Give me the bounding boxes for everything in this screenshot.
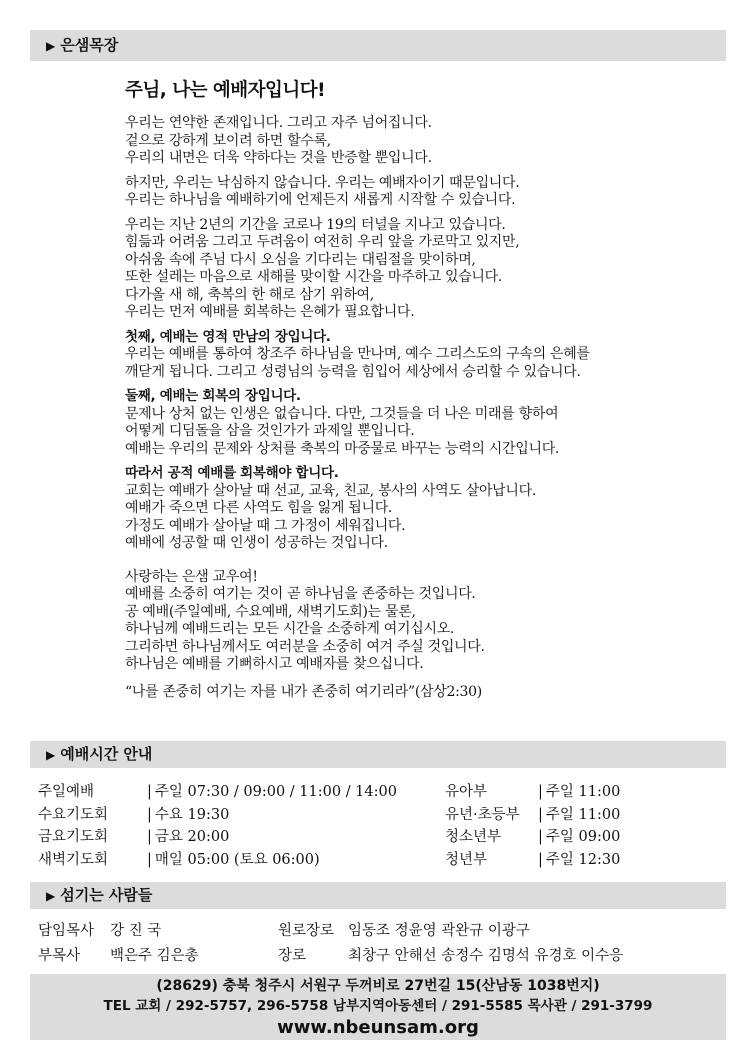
- worship-schedule: [38, 781, 728, 871]
- paragraph-7: 사랑하는 은샘 교우여! 예배를 소중히 여기는 것이 곧 하나님을 존중하는 것입니다. 공 예배(주일예배, 수요예배, 새벽기도회)는 물론, 하나님께 예배드리는 모든 시간을 소중하게 여기십시오. 그리하면 하나님께서도 여러분을 소중히 여겨 주실 것입니다. 하나님은 예배를 기뻐하시고 예배자를 찾으십니다.: [125, 568, 485, 672]
- paragraph-5-heading: 둘째, 예배는 회복의 장입니다.: [125, 388, 301, 404]
- church-website-link[interactable]: www.nbeunsam.org: [277, 1017, 479, 1038]
- worship-row: 새벽기도회 | 매일 05:00 (토요 06:00) 청년부 | 주일 12:30: [38, 849, 728, 872]
- triangle-right-icon: ▶: [46, 748, 56, 762]
- worship-time: 주일 12:30: [545, 851, 621, 868]
- staff-role: 부목사: [38, 948, 81, 964]
- paragraph-4-heading: 첫째, 예배는 영적 만남의 장입니다.: [125, 328, 331, 345]
- paragraph-1: 우리는 연약한 존재입니다. 그리고 자주 넘어집니다. 겉으로 강하게 보이려 하면 할수록, 우리의 내면은 더욱 약하다는 것을 반증할 뿐입니다.: [125, 115, 432, 166]
- triangle-right-icon: ▶: [46, 889, 56, 903]
- worship-label: 청소년부: [445, 829, 502, 845]
- staff-names: 강 진 국: [110, 923, 162, 939]
- worship-time: 금요 20:00: [154, 829, 230, 845]
- paragraph-3: 우리는 지난 2년의 기간을 코로나 19의 터널을 지나고 있습니다. 힘듦과 어려움 그리고 두려움이 여전히 우리 앞을 가로막고 있지만, 아쉬움 속에 주님 다시 오심을 기다리는 대림절을 맞이하며, 또한 설레는 마음으로 새해를 맞이할 시간을 마주하고 있습니다. 다가올 새 해, 축복의 한 해로 삼기 위하여, 우리는 먼저 예배를 회복하는 은혜가 필요합니다.: [125, 216, 520, 320]
- worship-label: 청년부: [445, 851, 488, 868]
- sermon-title: 주님, 나는 예배자입니다!: [125, 80, 326, 101]
- staff-row: [38, 944, 728, 969]
- worship-row: 수요기도회 | 수요 19:30 유년·초등부 | 주일 11:00: [38, 804, 728, 827]
- paragraph-4: 첫째, 예배는 영적 만남의 장입니다. 우리는 예배를 통하여 창조주 하나님을 만나며, 예수 그리스도의 구속의 은혜를 깨닫게 됩니다. 그리고 성령님의 능력을 힘입어 세상에서 승리할 수 있습니다.: [125, 328, 590, 380]
- paragraph-6-heading: 따라서 공적 예배를 회복해야 합니다.: [125, 465, 339, 481]
- section-header-staff: ▶ 섬기는 사람들: [30, 882, 726, 909]
- staff-role: 장로: [278, 948, 307, 964]
- worship-time: 수요 19:30: [154, 806, 230, 823]
- worship-label: 수요기도회: [38, 806, 109, 823]
- paragraph-2: 하지만, 우리는 낙심하지 않습니다. 우리는 예배자이기 때문입니다. 우리는 하나님을 예배하기에 언제든지 새롭게 시작할 수 있습니다.: [125, 174, 520, 208]
- worship-label: 주일예배: [38, 784, 95, 800]
- paragraph-5: 둘째, 예배는 회복의 장입니다. 문제나 상처 없는 인생은 없습니다. 다만, 그것들을 더 나은 미래를 향하여 어떻게 디딤돌을 삼을 것인가가 과제일 뿐입니다. 예배는 우리의 문제와 상처를 축복의 마중물로 바꾸는 능력의 시간입니다.: [125, 388, 560, 457]
- church-address: (28629) 충북 청주시 서원구 두꺼비로 27번길 15(산남동 1038번지): [156, 978, 600, 994]
- staff-names: 임동조 정윤영 곽완규 이광구: [348, 923, 530, 939]
- worship-time: 주일 07:30 / 09:00 / 11:00 / 14:00: [154, 784, 397, 800]
- church-phone: TEL 교회 / 292-5757, 296-5758 남부지역아동센터 / 291-5585 목사관 / 291-3799: [103, 998, 653, 1014]
- scripture-quote: “나를 존중히 여기는 자를 내가 존중히 여기리라”(삼상2:30): [125, 683, 482, 700]
- staff-row: [38, 919, 728, 944]
- staff-names: 백은주 김은총: [110, 948, 199, 964]
- worship-label: 유아부: [445, 784, 488, 800]
- sermon-article: [125, 76, 685, 708]
- worship-time: 주일 09:00: [545, 829, 621, 845]
- staff-role: 원로장로: [278, 923, 335, 939]
- paragraph-6: 따라서 공적 예배를 회복해야 합니다. 교회는 예배가 살아날 때 선교, 교육, 친교, 봉사의 사역도 살아납니다. 예배가 죽으면 다른 사역도 힘을 잃게 됩니다. 가정도 예배가 살아날 때 그 가정이 세워집니다. 예배에 성공할 때 인생이 성공하는 것입니다.: [125, 465, 536, 551]
- staff-role: 담임목사: [38, 923, 95, 939]
- section-header-sermon: ▶ 은샘목장: [30, 30, 726, 61]
- worship-label: 유년·초등부: [445, 806, 520, 823]
- worship-row: 주일예배 | 주일 07:30 / 09:00 / 11:00 / 14:00 유아부 | 주일 11:00: [38, 781, 728, 804]
- worship-time: 주일 11:00: [545, 806, 621, 823]
- church-footer: [30, 974, 726, 1040]
- worship-label: 금요기도회: [38, 829, 109, 845]
- worship-label: 새벽기도회: [38, 851, 109, 868]
- triangle-right-icon: ▶: [46, 39, 56, 53]
- worship-row: 금요기도회 | 금요 20:00 청소년부 | 주일 09:00: [38, 826, 728, 849]
- section-header-worship: ▶ 예배시간 안내: [30, 741, 726, 768]
- staff-list: [38, 919, 728, 969]
- staff-names: 최창구 안해선 송정수 김명석 유경호 이수응: [348, 948, 624, 964]
- worship-time: 매일 05:00 (토요 06:00): [154, 851, 320, 868]
- worship-time: 주일 11:00: [545, 784, 621, 800]
